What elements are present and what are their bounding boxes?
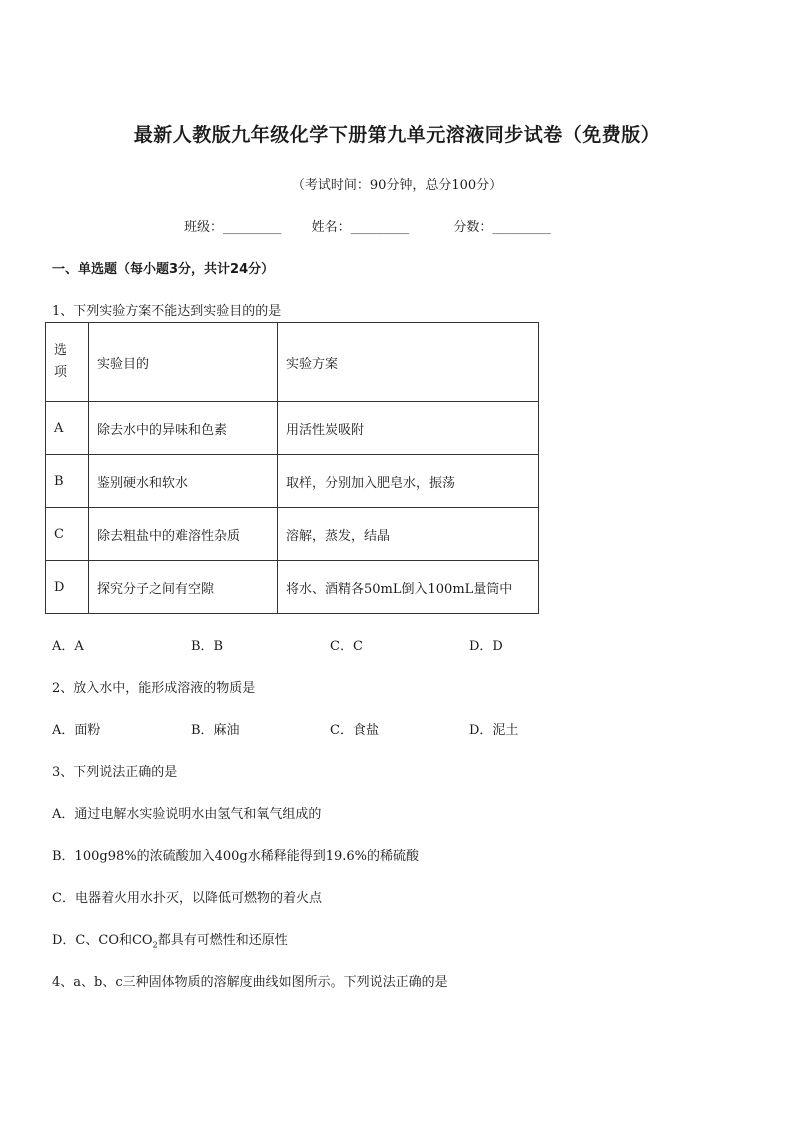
- table-row: [46, 508, 539, 561]
- row-a-purpose: 除去水中的异味和色素: [89, 402, 278, 455]
- q2-option-b: B．麻油: [191, 723, 240, 738]
- question-3-stem: 3、下列说法正确的是: [52, 765, 178, 780]
- row-d-option: D: [46, 561, 89, 614]
- q2-option-a: A．面粉: [52, 723, 101, 738]
- table-row: [46, 455, 539, 508]
- row-b-purpose: 鉴别硬水和软水: [89, 455, 278, 508]
- question-4-stem: 4、a、b、c三种固体物质的溶解度曲线如图所示。下列说法正确的是: [52, 975, 448, 990]
- q3-option-d-subscript: 2: [152, 940, 158, 950]
- header-cell-plan: 实验方案: [278, 323, 539, 402]
- class-field: 班级：_________: [184, 220, 282, 235]
- q1-option-a: A．A: [52, 639, 84, 654]
- q3-option-d-suffix: 都具有可燃性和还原性: [157, 933, 288, 948]
- table-row: [46, 561, 539, 614]
- row-b-option: B: [46, 455, 89, 508]
- name-field: 姓名：_________: [311, 220, 410, 235]
- q2-option-d: D．泥土: [469, 723, 519, 738]
- header-cell-option: [46, 323, 89, 402]
- q1-option-d: D．D: [469, 639, 503, 654]
- q3-option-d: [52, 929, 288, 950]
- question-2-options: [52, 719, 518, 738]
- exam-title: 最新人教版九年级化学下册第九单元溶液同步试卷（免费版）: [133, 124, 661, 146]
- row-c-purpose: 除去粗盐中的难溶性杂质: [89, 508, 278, 561]
- row-b-plan: 取样，分别加入肥皂水，振荡: [278, 455, 539, 508]
- row-c-option: C: [46, 508, 89, 561]
- header-option-line1: 选: [54, 343, 68, 358]
- score-field: 分数：_________: [453, 220, 551, 235]
- row-c-plan: 溶解，蒸发，结晶: [278, 508, 539, 561]
- q1-option-c: C．C: [330, 639, 363, 654]
- exam-subtitle: （考试时间：90分钟，总分100分）: [291, 178, 503, 193]
- row-a-plan: 用活性炭吸附: [278, 402, 539, 455]
- header-option-line2: 项: [54, 365, 68, 380]
- question-1-options: [52, 635, 503, 654]
- student-info-row: [184, 216, 577, 235]
- question-2-stem: 2、放入水中，能形成溶液的物质是: [52, 681, 256, 696]
- question-1-table: [45, 322, 539, 614]
- row-d-plan: 将水、酒精各50mL倒入100mL量筒中: [278, 561, 539, 614]
- q1-option-b: B．B: [191, 639, 224, 654]
- row-d-purpose: 探究分子之间有空隙: [89, 561, 278, 614]
- table-row: [46, 402, 539, 455]
- q2-option-c: C．食盐: [330, 723, 379, 738]
- q3-option-c: C．电器着火用水扑灭，以降低可燃物的着火点: [52, 891, 322, 906]
- question-1-stem: 1、下列实验方案不能达到实验目的的是: [52, 304, 282, 319]
- section-heading: 一、单选题（每小题3分，共计24分）: [52, 262, 275, 277]
- header-cell-purpose: 实验目的: [89, 323, 278, 402]
- q3-option-b: B．100g98%的浓硫酸加入400g水稀释能得到19.6%的稀硫酸: [52, 849, 420, 864]
- row-a-option: A: [46, 402, 89, 455]
- q3-option-a: A．通过电解水实验说明水由氢气和氧气组成的: [52, 807, 322, 822]
- q3-option-d-prefix: D．C、CO和CO: [52, 933, 153, 948]
- table-header-row: [46, 323, 539, 402]
